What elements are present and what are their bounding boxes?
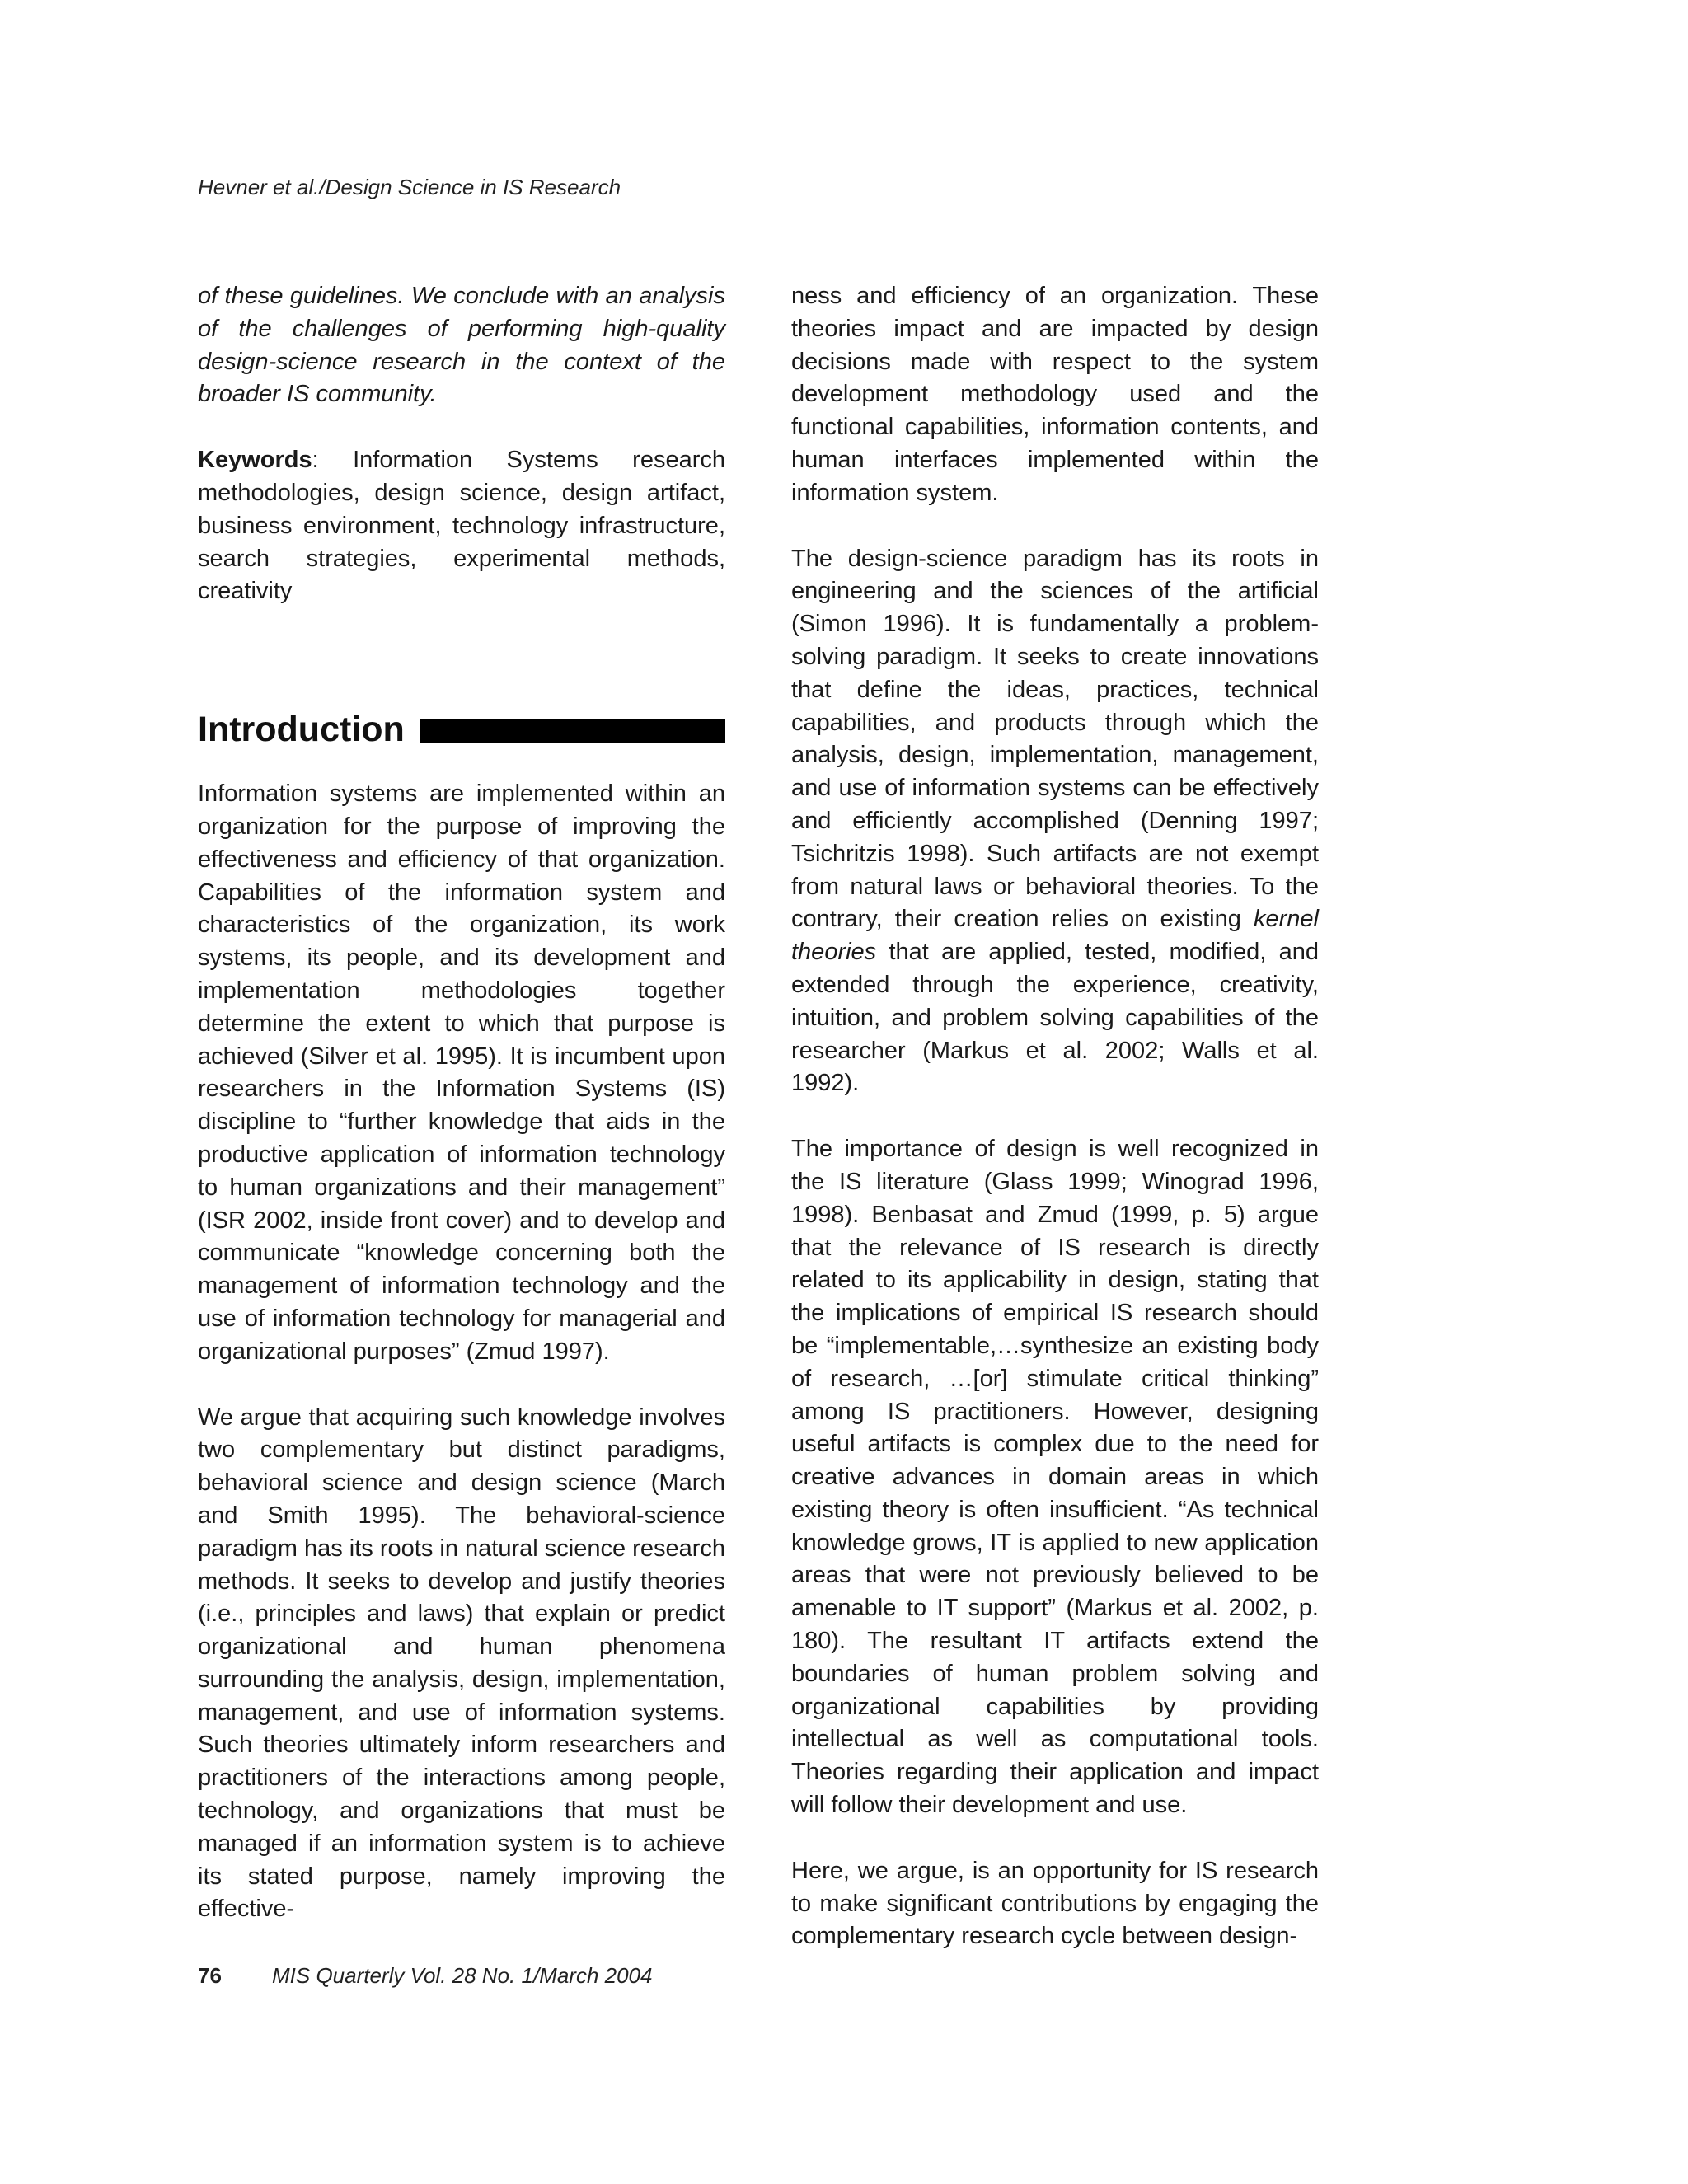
page-number: 76	[198, 1963, 222, 1988]
section-heading-introduction	[198, 705, 725, 755]
section-title: Introduction	[198, 710, 405, 750]
journal-citation: MIS Quarterly Vol. 28 No. 1/March 2004	[272, 1963, 653, 1988]
keywords	[198, 444, 725, 608]
keywords-text: : Information Systems research methodologies, design science, design artifact, business environment, technology infrastructure, search strategies, experimental methods, creativity	[198, 447, 725, 605]
right-paragraph-2-b: that are applied, tested, modified, and extended through the experience, creativity, intuition, and problem solving capabilities of the researcher (Markus et al. 2002; Walls et al. 1992).	[791, 939, 1319, 1097]
right-column	[791, 280, 1319, 1986]
intro-paragraph-2: We argue that acquiring such knowledge involves two complementary but distinct paradigms, behavioral science and design science (March and Smith 1995). The behavioral-science paradigm has its roots in natural science research methods. It seeks to develop and justify theories (i.e., principles and laws) that explain or predict organizational and human phenomena surrounding the analysis, design, implementation, management, and use of information systems. Such theories ultimately inform researchers and practitioners of the interactions among people, technology, and organizations that must be managed if an information system is to achieve its stated purpose, namely improving the effective-	[198, 1404, 725, 1923]
page-footer	[198, 1963, 652, 1989]
kernel-theories-emphasis: kernel theories	[791, 906, 1319, 966]
heading-rule	[420, 719, 725, 743]
keywords-label: Keywords	[198, 447, 312, 474]
left-column	[198, 280, 725, 1959]
abstract-tail: of these guidelines. We conclude with an analysis of the challenges of performing high-quality design-science research in the context of the broader IS community.	[198, 283, 725, 408]
right-paragraph-2	[791, 543, 1319, 1101]
right-paragraph-4: Here, we argue, is an opportunity for IS research to make significant contributions by engaging the complementary research cycle between design-	[791, 1857, 1319, 1950]
right-paragraph-3: The importance of design is well recognized in the IS literature (Glass 1999; Winograd 1996, 1998). Benbasat and Zmud (1999, p. 5) argue that the relevance of IS research is directly related to its applicability in design, stating that the implications of empirical IS research should be “implementable,…synthesize an existing body of research, …[or] stimulate critical thinking” among IS practitioners. However, designing useful artifacts is complex due to the need for creative advances in domain areas in which existing theory is often insufficient. “As technical knowledge grows, IT is applied to new application areas that were not previously believed to be amenable to IT support” (Markus et al. 2002, p. 180). The resultant IT artifacts extend the boundaries of human problem solving and organizational capabilities by providing intellectual as well as computational tools. Theories regarding their application and impact will follow their development and use.	[791, 1136, 1319, 1819]
right-paragraph-1: ness and efficiency of an organization. These theories impact and are impacted by design decisions made with respect to the system development methodology used and the functional capabilities, information contents, and human interfaces implemented within the information system.	[791, 283, 1319, 506]
running-header: Hevner et al./Design Science in IS Research	[198, 175, 621, 199]
intro-paragraph-1: Information systems are implemented within an organization for the purpose of improving the effectiveness and efficiency of that organization. Capabilities of the information system and characteristics of the organization, its work systems, its people, and its development and implementation methodologies together determine the extent to which that purpose is achieved (Silver et al. 1995). It is incumbent upon researchers in the Information Systems (IS) discipline to “further knowledge that aids in the productive application of information technology to human organizations and their management” (ISR 2002, inside front cover) and to develop and communicate “knowledge concerning both the management of information technology and the use of information technology for managerial and organizational purposes” (Zmud 1997).	[198, 780, 725, 1365]
right-paragraph-2-a: The design-science paradigm has its roots in engineering and the sciences of the artificial (Simon 1996). It is fundamentally a problem-solving paradigm. It seeks to create innovations that define the ideas, practices, technical capabilities, and products through which the analysis, design, implementation, management, and use of information systems can be effectively and efficiently accomplished (Denning 1997; Tsichritzis 1998). Such artifacts are not exempt from natural laws or behavioral theories. To the contrary, their creation relies on existing	[791, 545, 1319, 933]
